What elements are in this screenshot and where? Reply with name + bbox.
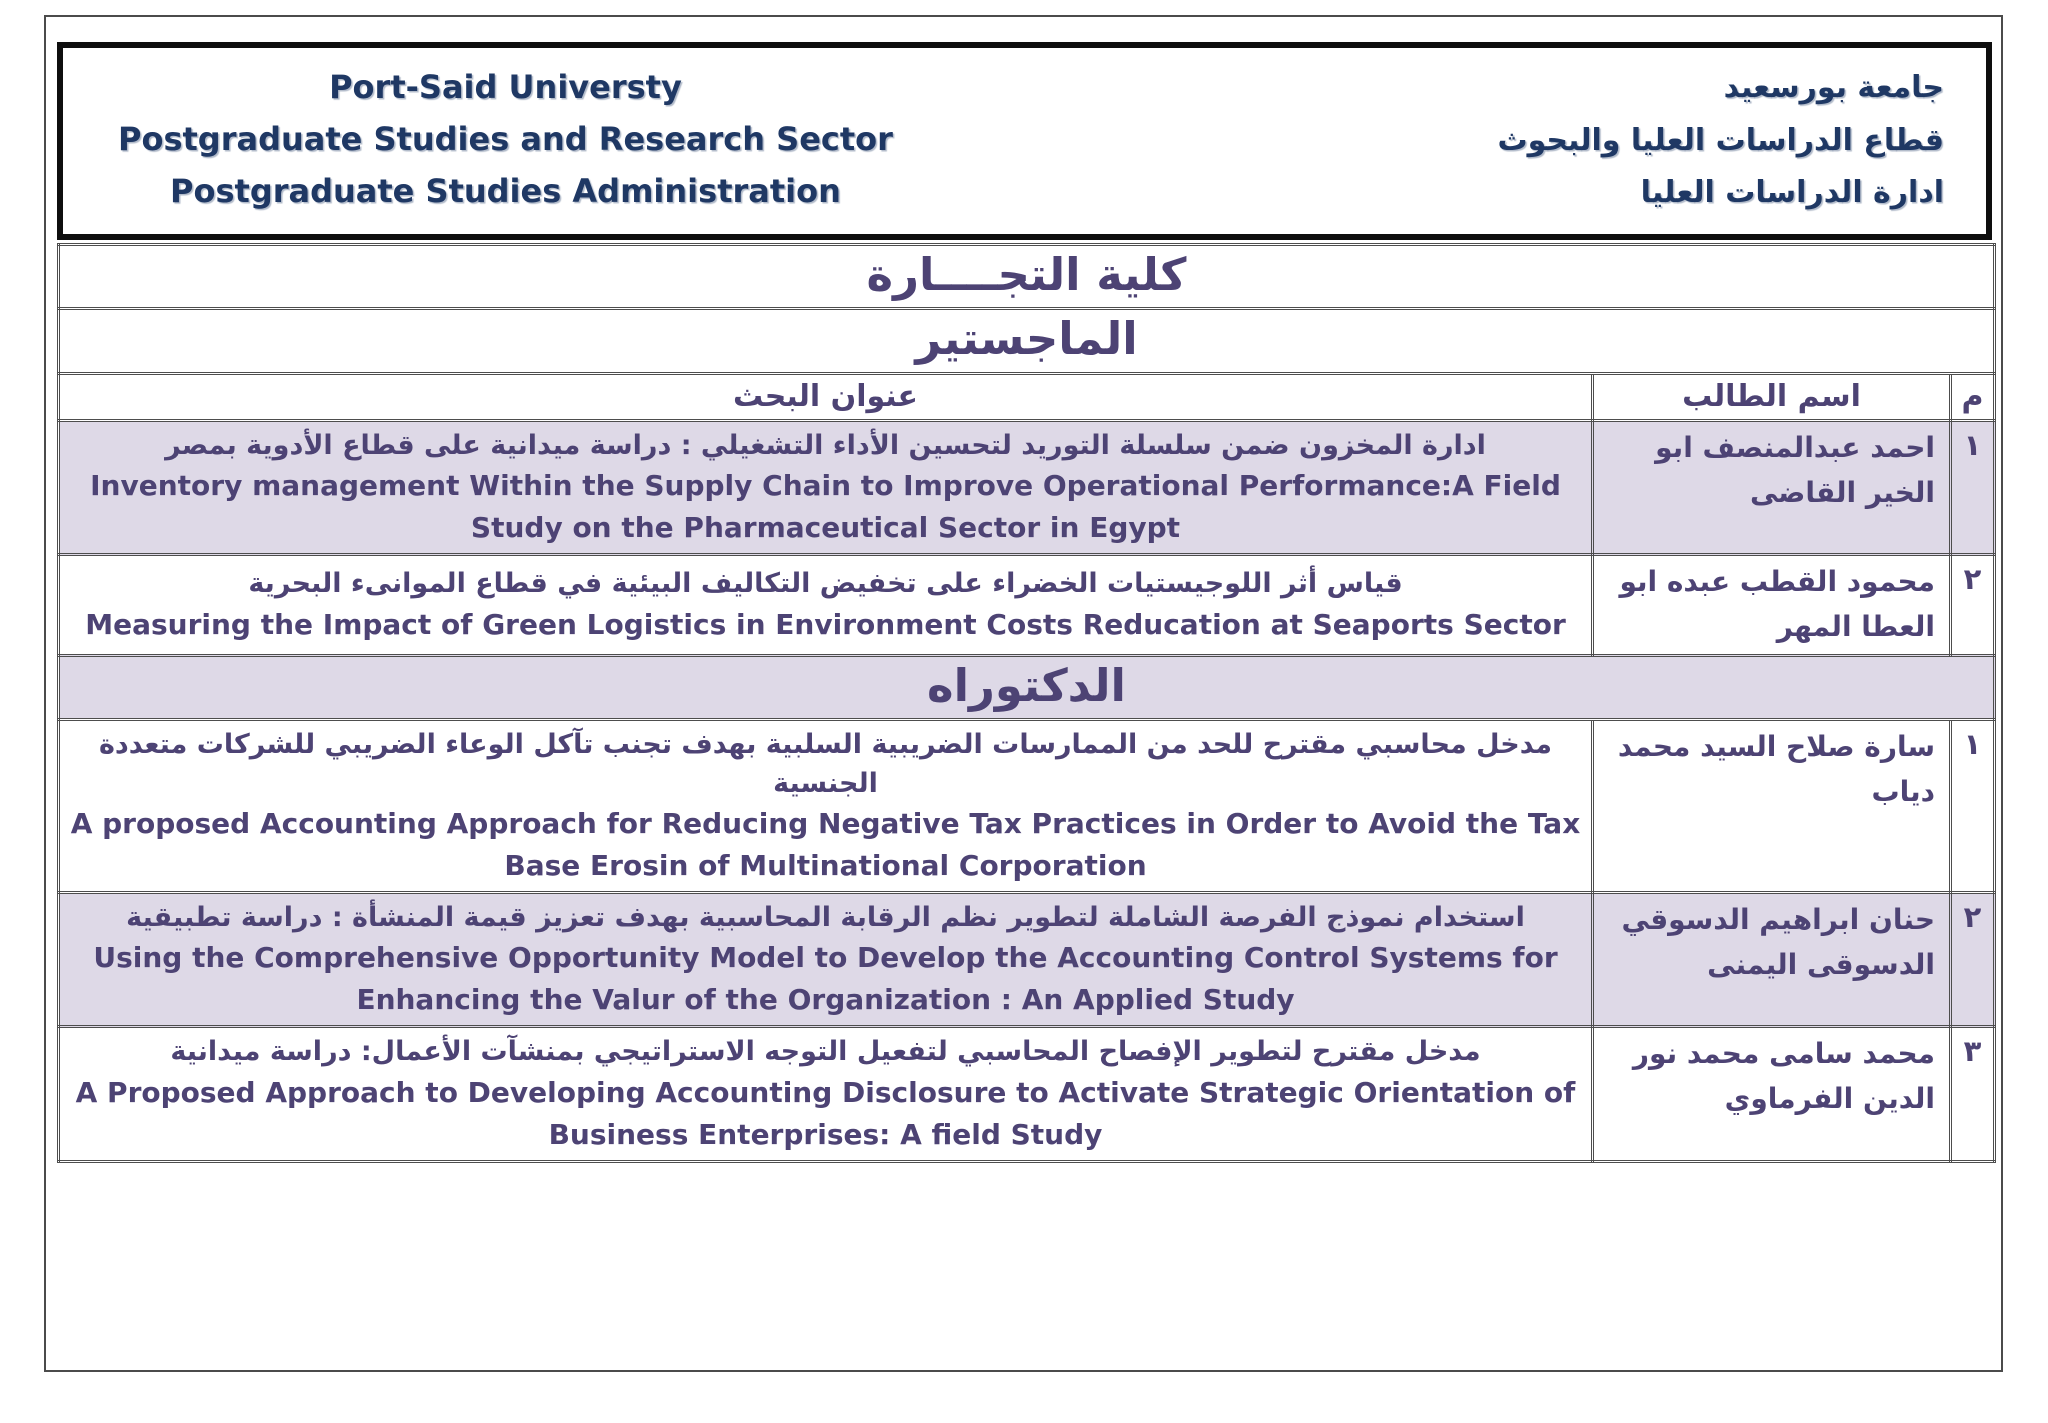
phd-section-title-row bbox=[59, 655, 1995, 719]
research-title bbox=[59, 893, 1593, 1027]
phd-section-heading bbox=[59, 655, 1995, 719]
page-frame bbox=[44, 15, 2003, 1372]
student-name: سارة صلاح السيد محمد دياب bbox=[1593, 719, 1951, 892]
table-row bbox=[59, 555, 1995, 656]
column-header-student: اسم الطالب bbox=[1593, 373, 1951, 421]
table-row bbox=[59, 421, 1995, 555]
row-number: ٣ bbox=[1951, 1027, 1995, 1161]
student-name: محمد سامى محمد نور الدين الفرماوي bbox=[1593, 1027, 1951, 1161]
letterhead-english bbox=[118, 62, 893, 217]
research-title bbox=[59, 1027, 1593, 1161]
sector-name-en: Postgraduate Studies and Research Sector bbox=[118, 119, 893, 158]
research-title-arabic: ادارة المخزون ضمن سلسلة التوريد لتحسين الأداء التشغيلي : دراسة ميدانية على قطاع الأدوية بمصر bbox=[165, 430, 1486, 461]
table-headings bbox=[59, 245, 1995, 421]
administration-name-ar: ادارة الدراسات العليا bbox=[1640, 175, 1944, 210]
phd-section-title: الدكتوراه bbox=[59, 655, 1995, 719]
row-number: ١ bbox=[1951, 719, 1995, 892]
letterhead bbox=[57, 42, 1992, 240]
research-title-english: Inventory management Within the Supply Chain to Improve Operational Performance:A Field Study on the Pharmaceutical Sector in Egypt bbox=[90, 469, 1561, 545]
column-header-num: م bbox=[1951, 373, 1995, 421]
masters-section-title-row bbox=[59, 309, 1995, 373]
research-title-english: Using the Comprehensive Opportunity Model to Develop the Accounting Control Systems for Enhancing the Valur of the Organization : An Applied Study bbox=[93, 941, 1558, 1017]
university-name-ar: جامعة بورسعيد bbox=[1723, 70, 1944, 105]
research-title-arabic: قياس أثر اللوجيستيات الخضراء على تخفيض التكاليف البيئية في قطاع الموانىء البحرية bbox=[248, 568, 1403, 600]
research-title bbox=[59, 421, 1593, 555]
research-title bbox=[59, 719, 1593, 892]
faculty-title-row bbox=[59, 245, 1995, 309]
research-title-arabic: مدخل محاسبي مقترح للحد من الممارسات الضريبية السلبية بهدف تجنب تآكل الوعاء الضريبي للشركات متعددة الجنسية bbox=[98, 728, 1553, 800]
faculty-title: كلية التجــــارة bbox=[59, 245, 1995, 309]
table-row bbox=[59, 893, 1995, 1027]
table-row bbox=[59, 719, 1995, 892]
research-title-english: A Proposed Approach to Developing Accounting Disclosure to Activate Strategic Orientation of Business Enterprises: A field Study bbox=[75, 1075, 1576, 1151]
row-number: ٢ bbox=[1951, 555, 1995, 656]
research-title-arabic: مدخل مقترح لتطوير الإفصاح المحاسبي لتفعيل التوجه الاستراتيجي بمنشآت الأعمال: دراسة ميدانية bbox=[170, 1036, 1481, 1068]
row-number: ٢ bbox=[1951, 893, 1995, 1027]
masters-rows bbox=[59, 421, 1995, 656]
student-name: احمد عبدالمنصف ابو الخير القاضى bbox=[1593, 421, 1951, 555]
masters-section-title: الماجستير bbox=[59, 309, 1995, 373]
letterhead-arabic bbox=[1497, 62, 1944, 220]
row-number: ١ bbox=[1951, 421, 1995, 555]
administration-name-en: Postgraduate Studies Administration bbox=[170, 171, 841, 210]
student-name: حنان ابراهيم الدسوقي الدسوقى اليمنى bbox=[1593, 893, 1951, 1027]
phd-rows bbox=[59, 719, 1995, 1161]
research-title-english: A proposed Accounting Approach for Reducing Negative Tax Practices in Order to Avoid the Tax Base Erosin of Multinational Corporation bbox=[70, 807, 1581, 883]
table-row bbox=[59, 1027, 1995, 1161]
research-title-arabic: استخدام نموذج الفرصة الشاملة لتطوير نظم الرقابة المحاسبية بهدف تعزيز قيمة المنشأة : دراسة تطبيقية bbox=[126, 902, 1525, 934]
university-name-en: Port-Said Universty bbox=[329, 68, 682, 106]
theses-table bbox=[57, 243, 1996, 1163]
column-header-title: عنوان البحث bbox=[59, 373, 1593, 421]
sector-name-ar: قطاع الدراسات العليا والبحوث bbox=[1497, 122, 1944, 158]
student-name: محمود القطب عبده ابو العطا المهر bbox=[1593, 555, 1951, 656]
research-title-english: Measuring the Impact of Green Logistics in Environment Costs Reducation at Seaports Sector bbox=[85, 607, 1566, 641]
research-title bbox=[59, 555, 1593, 656]
column-header-row bbox=[59, 373, 1995, 421]
